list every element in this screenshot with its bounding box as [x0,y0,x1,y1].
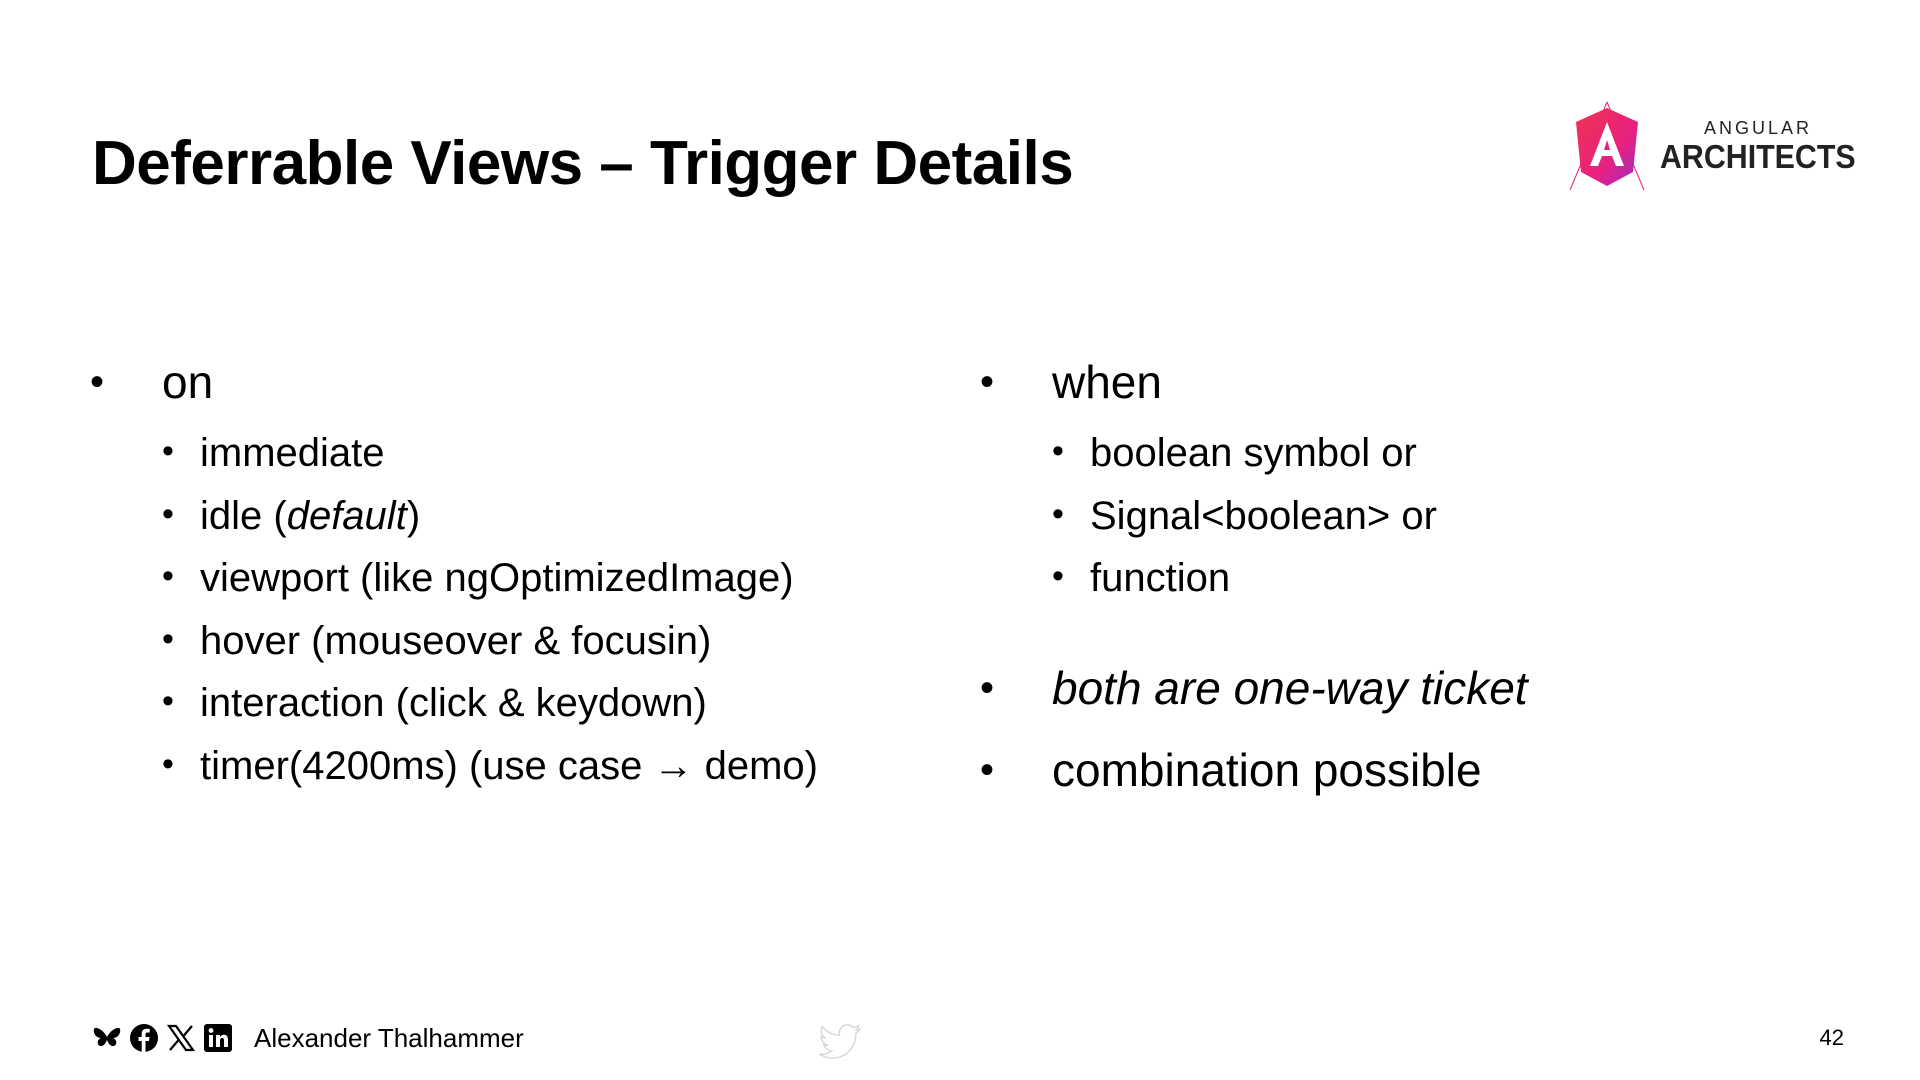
angular-architects-logo [1562,100,1862,200]
linkedin-icon[interactable] [203,1023,233,1053]
bullet-text-one-way: both are one-way ticket [1052,661,1528,714]
list-item-prefix: idle ( [200,493,287,538]
twitter-bird-icon [816,1024,862,1064]
bullet-heading-when: when [1052,356,1162,408]
list-item-text: Signal<boolean> or [1090,493,1437,538]
bullet-marker: • [980,665,995,710]
list-item-text: function [1090,556,1231,600]
logo-text-bottom: ARCHITECTS [1660,138,1856,175]
bullet-marker: • [980,360,995,404]
x-icon[interactable] [166,1023,196,1053]
list-item-prefix: timer(4200ms) (use case [200,743,654,788]
social-icons [92,1022,233,1054]
arrow-right-icon: → [653,743,694,788]
list-item-text [200,735,818,797]
bullet-marker: • [162,432,174,470]
bullet-marker: • [1052,494,1064,533]
bullet-marker: • [1052,432,1064,470]
list-item-suffix: ) [406,493,421,538]
bullet-heading-on: on [162,356,214,408]
bullet-marker: • [162,494,174,533]
bullet-marker: • [90,360,105,404]
bullet-marker: • [980,747,995,792]
bullet-marker: • [1052,557,1064,595]
list-item-suffix: demo) [693,743,818,788]
logo-text-top: ANGULAR [1704,118,1813,138]
bullet-marker: • [162,744,174,783]
facebook-icon[interactable] [129,1023,159,1053]
list-item-text: boolean symbol or [1090,431,1417,475]
bullet-marker: • [162,619,174,658]
list-item-text [200,485,420,547]
bullet-marker: • [162,682,174,720]
list-item-text: immediate [200,431,385,475]
bullet-marker: • [162,557,174,595]
list-item-italic: default [286,493,407,538]
list-item-text: viewport (like ngOptimizedImage) [200,556,794,600]
author-name: Alexander Thalhammer [254,1023,524,1053]
slide-title: Deferrable Views – Trigger Details [92,129,1074,198]
angular-architects-logo-mark [1562,100,1652,200]
butterfly-icon[interactable] [92,1023,122,1053]
page-number: 42 [1819,1025,1844,1050]
bullet-text-combination: combination possible [1052,743,1482,796]
list-item-text: interaction (click & keydown) [200,681,707,725]
list-item-text: hover (mouseover & focusin) [200,618,712,663]
